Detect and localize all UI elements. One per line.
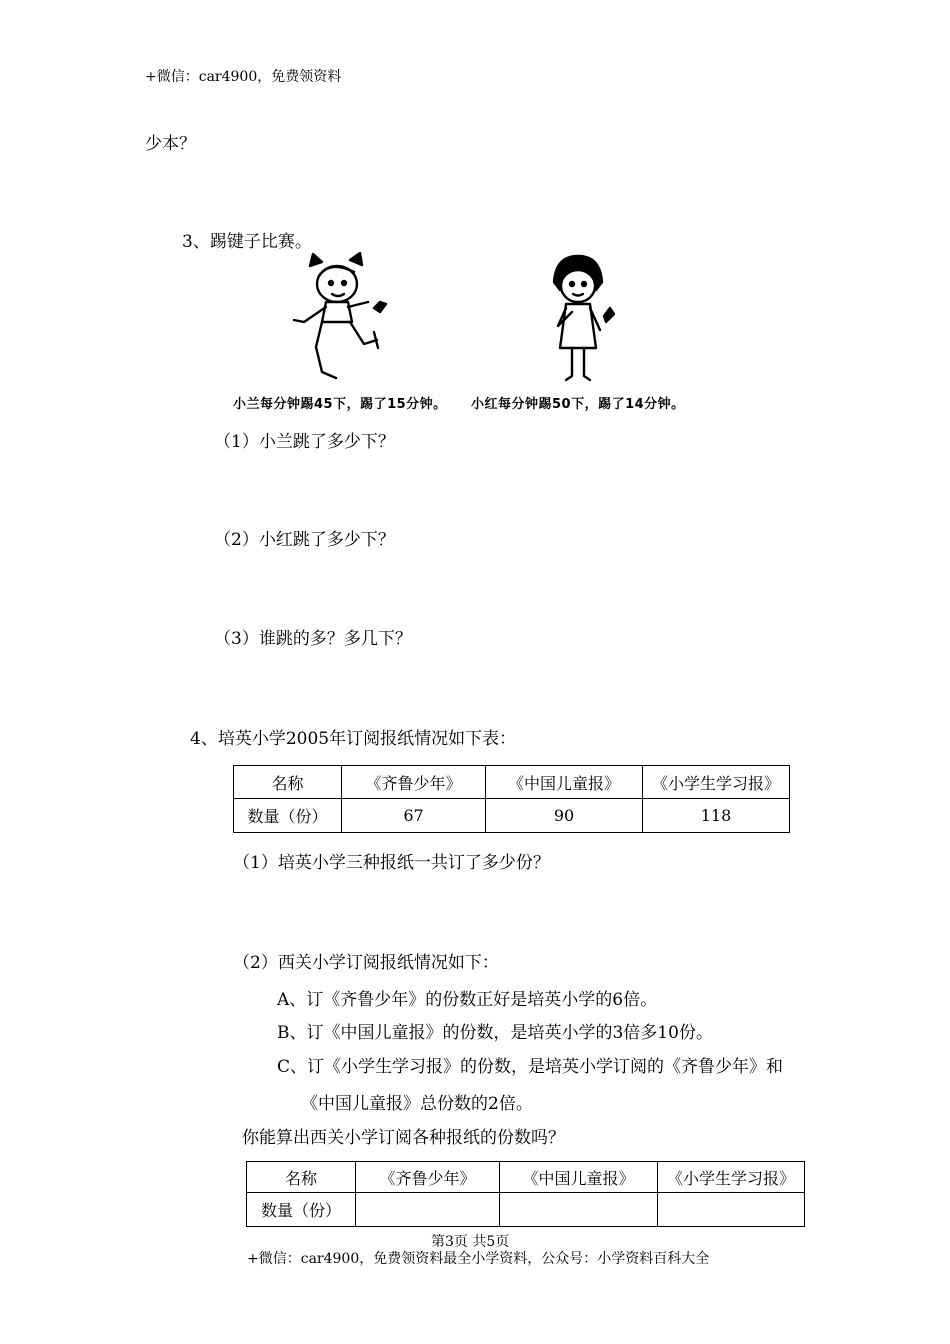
answer-header-zhongguo: 《中国儿童报》 <box>500 1162 658 1193</box>
answer-header-qilu: 《齐鲁少年》 <box>356 1162 500 1193</box>
girl-kicking-illustration <box>282 252 392 390</box>
q4-sub2: （2）西关小学订阅报纸情况如下： <box>233 953 499 973</box>
caption-right: 小红每分钟踢50下，踢了14分钟。 <box>471 397 685 412</box>
answer-cell-qilu[interactable] <box>356 1193 500 1227</box>
answer-cell-zhongguo[interactable] <box>500 1193 658 1227</box>
q4-title: 4、培英小学2005年订阅报纸情况如下表： <box>190 729 517 749</box>
header-text: +微信：car4900，免费领资料 <box>145 69 342 85</box>
girl-standing-illustration <box>536 252 626 390</box>
subscription-table <box>233 765 790 833</box>
q3-sub3: （3）谁跳的多？多几下？ <box>214 629 412 649</box>
table-cell-xuexi: 118 <box>643 799 790 833</box>
table-cell-qilu: 67 <box>342 799 486 833</box>
q4-item-a: A、订《齐鲁少年》的份数正好是培英小学的6倍。 <box>277 990 658 1010</box>
q3-sub2: （2）小红跳了多少下？ <box>214 530 395 550</box>
table-header-xuexi: 《小学生学习报》 <box>643 766 790 799</box>
q3-sub1: （1）小兰跳了多少下？ <box>214 432 395 452</box>
answer-header-name: 名称 <box>247 1162 356 1193</box>
answer-cell-xuexi[interactable] <box>658 1193 805 1227</box>
footer-text: +微信：car4900，免费领资料最全小学资料，公众号：小学资料百科大全 <box>247 1251 710 1267</box>
table-header-name: 名称 <box>234 766 342 799</box>
q4-item-b: B、订《中国儿童报》的份数，是培英小学的3倍多10份。 <box>277 1023 713 1043</box>
caption-left: 小兰每分钟踢45下，踢了15分钟。 <box>233 397 447 412</box>
table-header-qilu: 《齐鲁少年》 <box>342 766 486 799</box>
answer-cell-label: 数量（份） <box>247 1193 356 1227</box>
answer-header-xuexi: 《小学生学习报》 <box>658 1162 805 1193</box>
table-cell-zhongguo: 90 <box>486 799 643 833</box>
q4-sub1: （1）培英小学三种报纸一共订了多少份？ <box>233 853 550 873</box>
page-number: 第3页 共5页 <box>431 1234 510 1250</box>
answer-table <box>246 1161 805 1227</box>
q4-item-c-line2: 《中国儿童报》总份数的2倍。 <box>301 1094 533 1114</box>
table-cell-label: 数量（份） <box>234 799 342 833</box>
table-header-zhongguo: 《中国儿童报》 <box>486 766 643 799</box>
q3-title: 3、踢键子比赛。 <box>182 232 312 252</box>
q4-question: 你能算出西关小学订阅各种报纸的份数吗？ <box>242 1128 565 1148</box>
continuation-text: 少本？ <box>145 134 196 154</box>
q4-item-c-line1: C、订《小学生学习报》的份数，是培英小学订阅的《齐鲁少年》和 <box>277 1057 784 1077</box>
